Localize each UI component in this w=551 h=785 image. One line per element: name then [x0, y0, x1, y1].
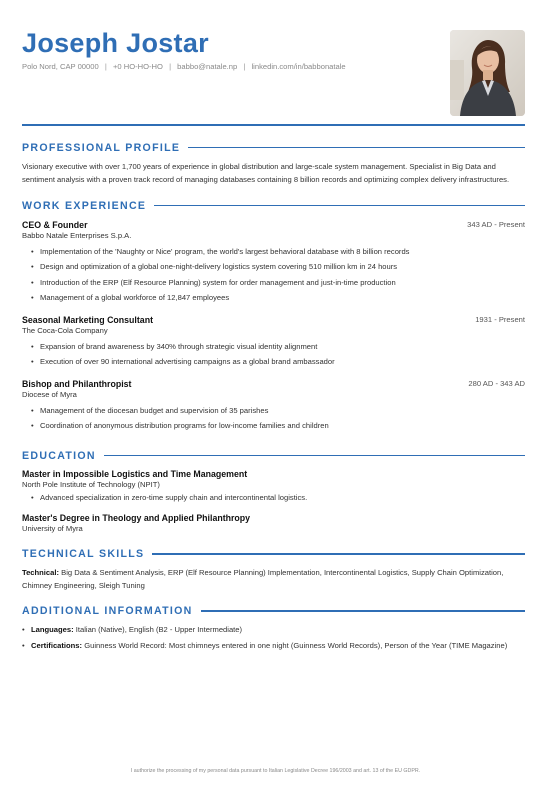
resume-header [22, 28, 525, 124]
skills-text [22, 566, 525, 592]
info-item [22, 639, 525, 652]
job-date: 1931 - Present [475, 314, 525, 324]
section-rule [152, 553, 525, 555]
phone: +0 HO-HO-HO [112, 62, 163, 71]
email[interactable]: babbo@natale.np [177, 62, 238, 71]
bullet-item: • Management of a global workforce of 12,847 employees [31, 290, 525, 306]
degree-title: Master in Impossible Logistics and Time Management [22, 468, 248, 479]
job-bullets [22, 339, 525, 370]
section-heading-experience [22, 200, 525, 212]
candidate-name: Joseph Jostar [22, 28, 209, 58]
additional-list [22, 623, 525, 652]
job-company: The Coca-Cola Company [22, 325, 108, 335]
section-rule [154, 205, 525, 207]
section-title: WORK EXPERIENCE [22, 199, 147, 212]
bullet-item: • Advanced specialization in zero-time supply chain and intercontinental logistics. [31, 490, 525, 506]
job-entry [22, 220, 525, 306]
section-title: TECHNICAL SKILLS [22, 548, 145, 560]
job-date: 343 AD - Present [467, 219, 525, 229]
job-title: Seasonal Marketing Consultant [22, 314, 153, 325]
section-title: ADDITIONAL INFORMATION [22, 605, 193, 617]
info-item [22, 623, 525, 636]
section-rule [201, 610, 525, 612]
bullet-item: • Execution of over 90 international advertising campaigns as a global brand ambassador [31, 354, 525, 370]
section-rule [104, 455, 525, 457]
profile-photo [450, 30, 525, 116]
separator: | [243, 62, 246, 71]
section-heading-skills [22, 548, 525, 560]
section-title: PROFESSIONAL PROFILE [22, 141, 181, 154]
info-label: Certifications: [31, 641, 83, 650]
job-title: Bishop and Philanthropist [22, 378, 132, 389]
section-heading-profile [22, 142, 525, 154]
job-title: CEO & Founder [22, 219, 88, 230]
section-heading-additional [22, 605, 525, 617]
info-label: Languages: [31, 625, 74, 634]
linkedin[interactable]: linkedin.com/in/babbonatale [251, 62, 346, 71]
bullet-item: • Management of the diocesan budget and supervision of 35 parishes [31, 403, 525, 419]
school-name: University of Myra [22, 524, 83, 533]
info-text: Italian (Native), English (B2 - Upper Intermediate) [75, 625, 243, 634]
section-title: EDUCATION [22, 449, 96, 462]
separator: | [169, 62, 172, 71]
bullet-item: • Expansion of brand awareness by 340% through strategic visual identity alignment [31, 339, 525, 355]
bullet-item: • Introduction of the ERP (Elf Resource Planning) system for order management and just-in-time production [31, 275, 525, 291]
job-entry [22, 379, 525, 434]
job-date: 280 AD - 343 AD [468, 378, 525, 388]
education-entry [22, 469, 525, 506]
bullet-item: • Implementation of the 'Naughty or Nice' program, the world's largest behavioral database with 8 billion records [31, 244, 525, 260]
job-bullets [22, 403, 525, 434]
separator: | [104, 62, 107, 71]
section-rule [188, 147, 525, 149]
school-name: North Pole Institute of Technology (NPIT) [22, 479, 160, 489]
bullet-item: • Coordination of anonymous distribution programs for low-income families and children [31, 418, 525, 434]
education-entry [22, 513, 525, 533]
skills-list: Big Data & Sentiment Analysis, ERP (Elf Resource Planning) Implementation, Intercontinental Logistics, Supply Chain Optimization, Chimney Engineering, Sleigh Tuning [22, 568, 504, 590]
header-divider [22, 124, 525, 126]
job-entry [22, 315, 525, 370]
education-bullets [22, 490, 525, 506]
job-company: Babbo Natale Enterprises S.p.A. [22, 230, 132, 240]
skills-label: Technical: [22, 568, 59, 577]
portrait-image [450, 30, 525, 116]
section-heading-education [22, 450, 525, 462]
degree-title: Master's Degree in Theology and Applied Philanthropy [22, 513, 251, 523]
profile-summary: Visionary executive with over 1,700 years of experience in global distribution and large-scale system management. Specialist in Big Data and sentiment analysis with a proven track record of managing databases containing 8 billion records and optimizing complex delivery infrastructures. [22, 161, 510, 184]
bullet-item: • Design and optimization of a global one-night-delivery logistics system covering 510 million km in 24 hours [31, 259, 525, 275]
job-bullets [22, 244, 525, 306]
address: Polo Nord, CAP 00000 [22, 62, 99, 71]
job-company: Diocese of Myra [22, 389, 77, 399]
privacy-footer: I authorize the processing of my personal data pursuant to Italian Legislative Decree 196/2003 and art. 13 of the EU GDPR. [130, 768, 421, 774]
info-text: Guinness World Record: Most chimneys entered in one night (Guinness World Records), Person of the Year (TIME Magazine) [84, 641, 508, 650]
